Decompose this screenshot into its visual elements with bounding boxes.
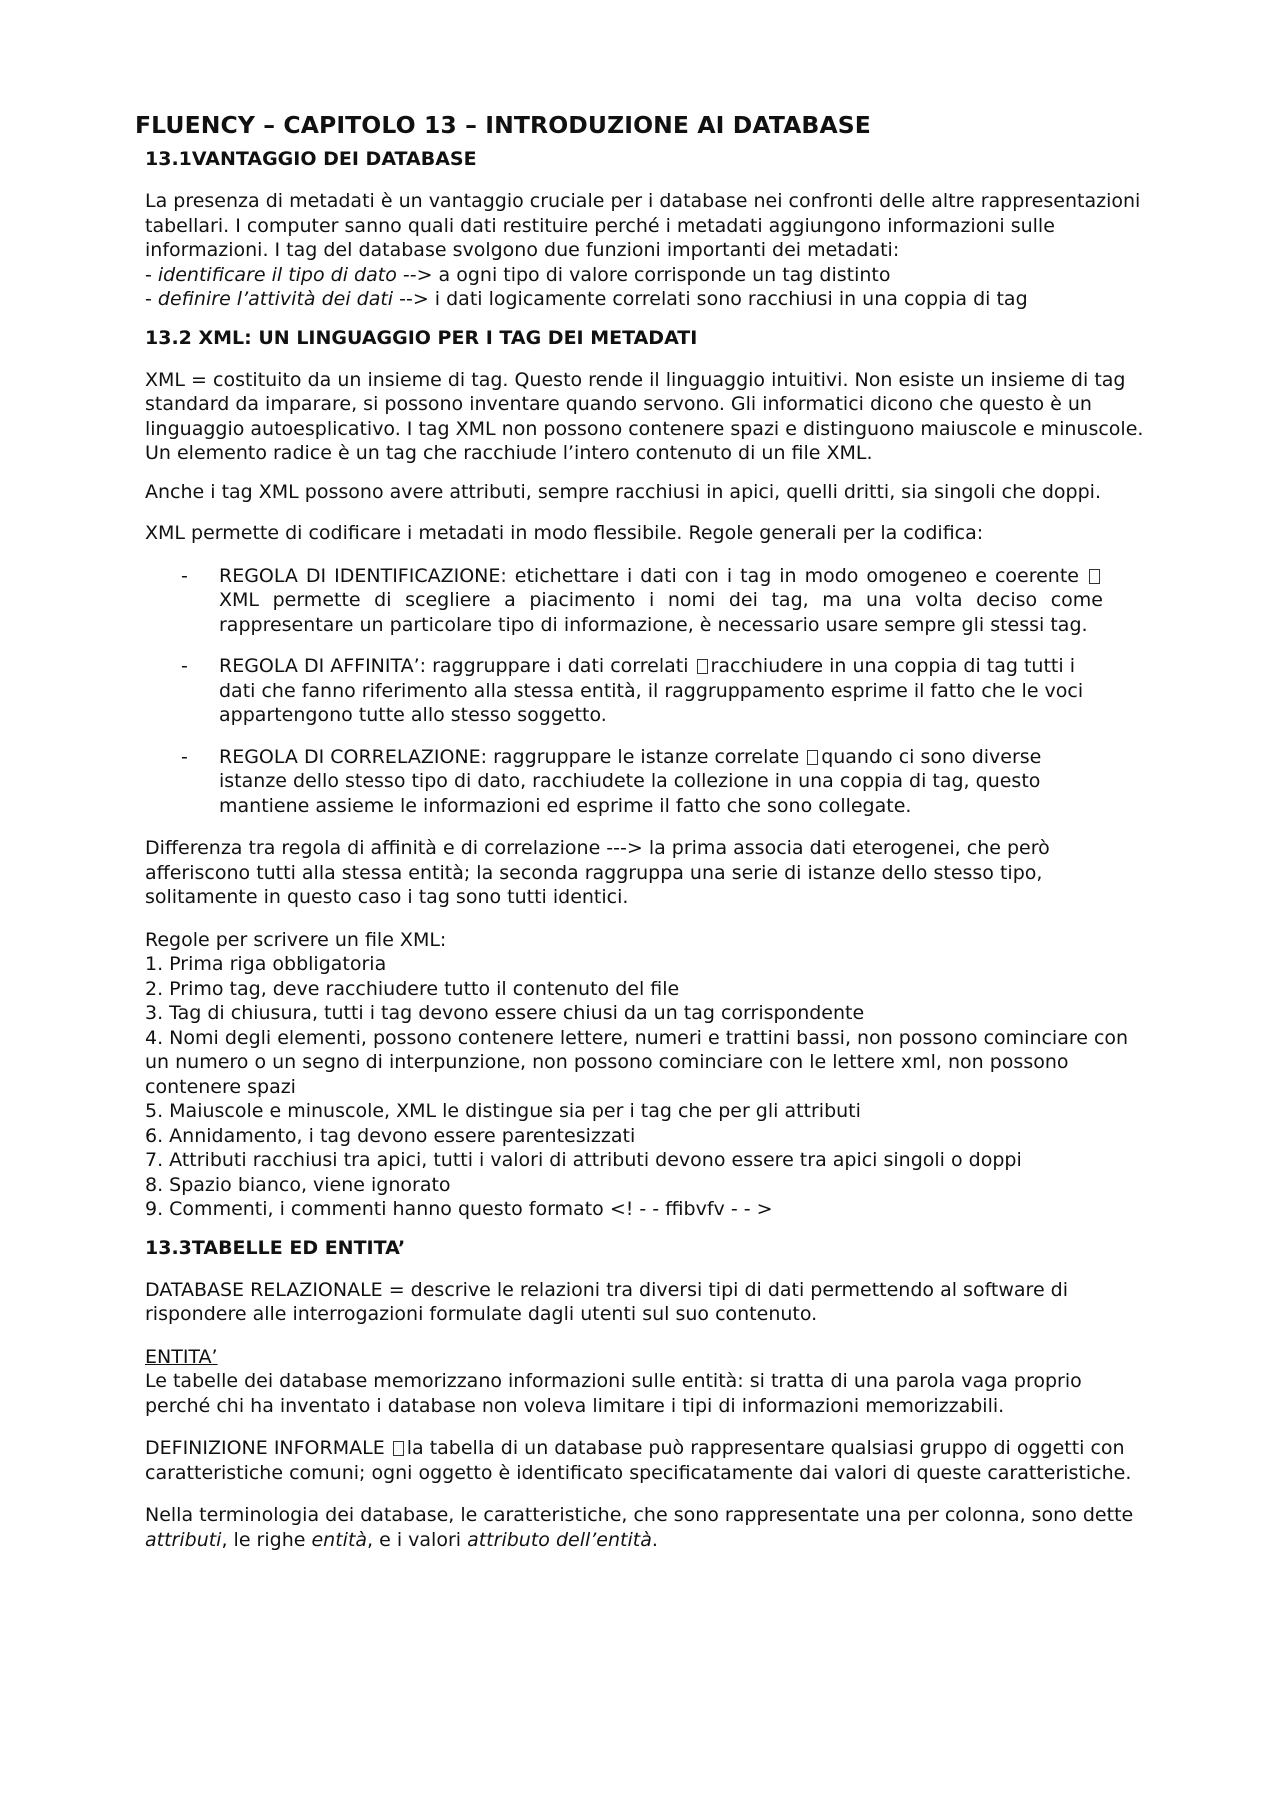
list-item: 1. Prima riga obbligatoria	[145, 953, 387, 975]
terminologia-period: .	[651, 1528, 658, 1551]
xml-intro-paragraph: XML = costituito da un insieme di tag. Questo rende il linguaggio intuitivi. Non esiste un insieme di tag standard da imparare, si possono inventare quando servono. Gli informatici dicono che questo è un linguaggio autoesplicativo. I tag XML non possono contenere spazi e distinguono maiuscole e minuscole. Un elemento radice è un tag che racchiude l’intero contenuto di un file XML.	[145, 368, 1144, 464]
section-13-1-text: La presenza di metadati è un vantaggio cruciale per i database nei confronti delle altre rappresentazioni tabellari. I computer sanno quali dati restituire perché i metadati aggiungono informazioni sulle informazioni. I tag del database svolgono due funzioni importanti dei metadati:	[145, 190, 1141, 261]
entita-text: Le tabelle dei database memorizzano informazioni sulle entità: si tratta di una parola vaga proprio perché chi ha inventato i database non voleva limitare i tipi di informazioni memorizzabili.	[145, 1370, 1082, 1417]
list-item: 8. Spazio bianco, viene ignorato	[145, 1173, 451, 1196]
definizione-text: la tabella di un database può rappresentare qualsiasi gruppo di oggetti con caratteristiche comuni; ogni oggetto è identificato specificatamente dai valori di queste caratteristiche.	[145, 1437, 1132, 1484]
definizione-informale-paragraph	[145, 1436, 1145, 1485]
list-item: 4. Nomi degli elementi, possono contenere lettere, numeri e trattini bassi, non possono cominciare con un numero o un segno di interpunzione, non possono cominciare con le lettere xml, non possono contenere spazi	[145, 1026, 1129, 1098]
entita-label: ENTITA’	[145, 1345, 218, 1368]
list-item: 5. Maiuscole e minuscole, XML le distingue sia per i tag che per gli attributi	[145, 1100, 861, 1122]
xml-writing-rules	[145, 928, 1145, 1222]
list-item: 2. Primo tag, deve racchiudere tutto il contenuto del file	[145, 977, 680, 1000]
list-item: 6. Annidamento, i tag devono essere parentesizzati	[145, 1124, 636, 1147]
rule-identificazione	[145, 564, 1145, 638]
rule-identificazione-title: REGOLA DI IDENTIFICAZIONE: etichettare i dati con i tag in modo omogeneo e coerente	[219, 564, 1079, 587]
affinita-vs-correlazione-paragraph: Differenza tra regola di affinità e di correlazione ---> la prima associa dati eterogenei, che però afferiscono tutti alla stessa entità; la seconda raggruppa una serie di istanze dello stesso tipo, solitamente in questo caso i tag sono tutti identici.	[145, 837, 1050, 908]
list-item: 3. Tag di chiusura, tutti i tag devono essere chiusi da un tag corrispondente	[145, 1002, 865, 1024]
rule-affinita	[145, 654, 1145, 728]
xml-attributes-paragraph: Anche i tag XML possono avere attributi, sempre racchiusi in apici, quelli dritti, sia singoli che doppi. XML permette di codificare i metadati in modo flessibile. Regole generali per la codifica:	[145, 480, 1101, 544]
section-13-1-paragraph	[145, 189, 1145, 312]
entita-paragraph	[145, 1345, 1145, 1419]
list-dash: -	[181, 564, 188, 587]
section-heading-13-3: 13.3TABELLE ED ENTITA’	[145, 1236, 406, 1259]
database-relazionale-paragraph: DATABASE RELAZIONALE = descrive le relazioni tra diversi tipi di dati permettendo al software di rispondere alle interrogazioni formulate dagli utenti sul suo contenuto.	[145, 1278, 1069, 1325]
list-dash: -	[181, 745, 188, 768]
list-item: 7. Attributi racchiusi tra apici, tutti i valori di attributi devono essere tra apici singoli o doppi	[145, 1149, 1022, 1171]
metadata-function-2: - definire l’attività dei dati --> i dati logicamente correlati sono racchiusi in una coppia di tag	[145, 288, 1028, 310]
term-entita: entità	[311, 1528, 368, 1551]
section-heading-13-1: 13.1VANTAGGIO DEI DATABASE	[145, 148, 477, 170]
rule-identificazione-text: XML permette di scegliere a piacimento i nomi dei tag, ma una volta deciso come rappresentare un particolare tipo di informazione, è necessario usare sempre gli stessi tag.	[219, 589, 1103, 636]
missing-glyph-arrow-icon	[807, 750, 818, 765]
metadata-function-1: - identificare il tipo di dato --> a ogni tipo di valore corrisponde un tag distinto	[145, 263, 891, 286]
metadata-function-1-desc: --> a ogni tipo di valore corrisponde un tag distinto	[396, 263, 891, 286]
encoding-rules-list	[145, 564, 1145, 819]
definizione-label: DEFINIZIONE INFORMALE	[145, 1437, 385, 1459]
document-body	[135, 110, 1145, 1566]
terminologia-sep-2: , e i valori	[367, 1528, 468, 1551]
section-heading-13-2: 13.2 XML: UN LINGUAGGIO PER I TAG DEI METADATI	[145, 326, 698, 349]
terminologia-text: Nella terminologia dei database, le caratteristiche, che sono rappresentate una per colonna, sono dette	[145, 1504, 1134, 1526]
metadata-function-2-desc: --> i dati logicamente correlati sono racchiusi in una coppia di tag	[393, 288, 1028, 310]
page-title: FLUENCY – CAPITOLO 13 – INTRODUZIONE AI DATABASE	[135, 111, 871, 139]
missing-glyph-arrow-icon	[1089, 569, 1100, 584]
missing-glyph-arrow-icon	[393, 1441, 404, 1456]
xml-rules-intro: Regole per scrivere un file XML:	[145, 928, 447, 951]
terminologia-paragraph	[145, 1503, 1145, 1552]
terminologia-sep-1: , le righe	[221, 1528, 312, 1551]
list-dash: -	[181, 655, 188, 677]
term-attributo-entita: attributo dell’entità	[467, 1528, 652, 1551]
list-item: 9. Commenti, i commenti hanno questo formato <! - - ffibvfv - - >	[145, 1198, 773, 1220]
term-attributi: attributi	[145, 1528, 222, 1551]
rule-correlazione-title: REGOLA DI CORRELAZIONE: raggruppare le istanze correlate	[219, 745, 800, 768]
metadata-function-1-term: identificare il tipo di dato	[157, 263, 397, 286]
rule-correlazione-text: quando ci sono diverse istanze dello stesso tipo di dato, racchiudete la collezione in una coppia di tag, questo mantiene assieme le informazioni ed esprime il fatto che sono collegate.	[219, 745, 1042, 817]
rule-correlazione	[145, 745, 1145, 819]
missing-glyph-arrow-icon	[697, 659, 708, 674]
rule-affinita-text: racchiudere in una coppia di tag tutti i dati che fanno riferimento alla stessa entità, il raggruppamento esprime il fatto che le voci appartengono tutte allo stesso soggetto.	[219, 655, 1084, 726]
metadata-function-2-term: definire l’attività dei dati	[157, 288, 394, 310]
rule-affinita-title: REGOLA DI AFFINITA’: raggruppare i dati correlati	[219, 655, 689, 677]
